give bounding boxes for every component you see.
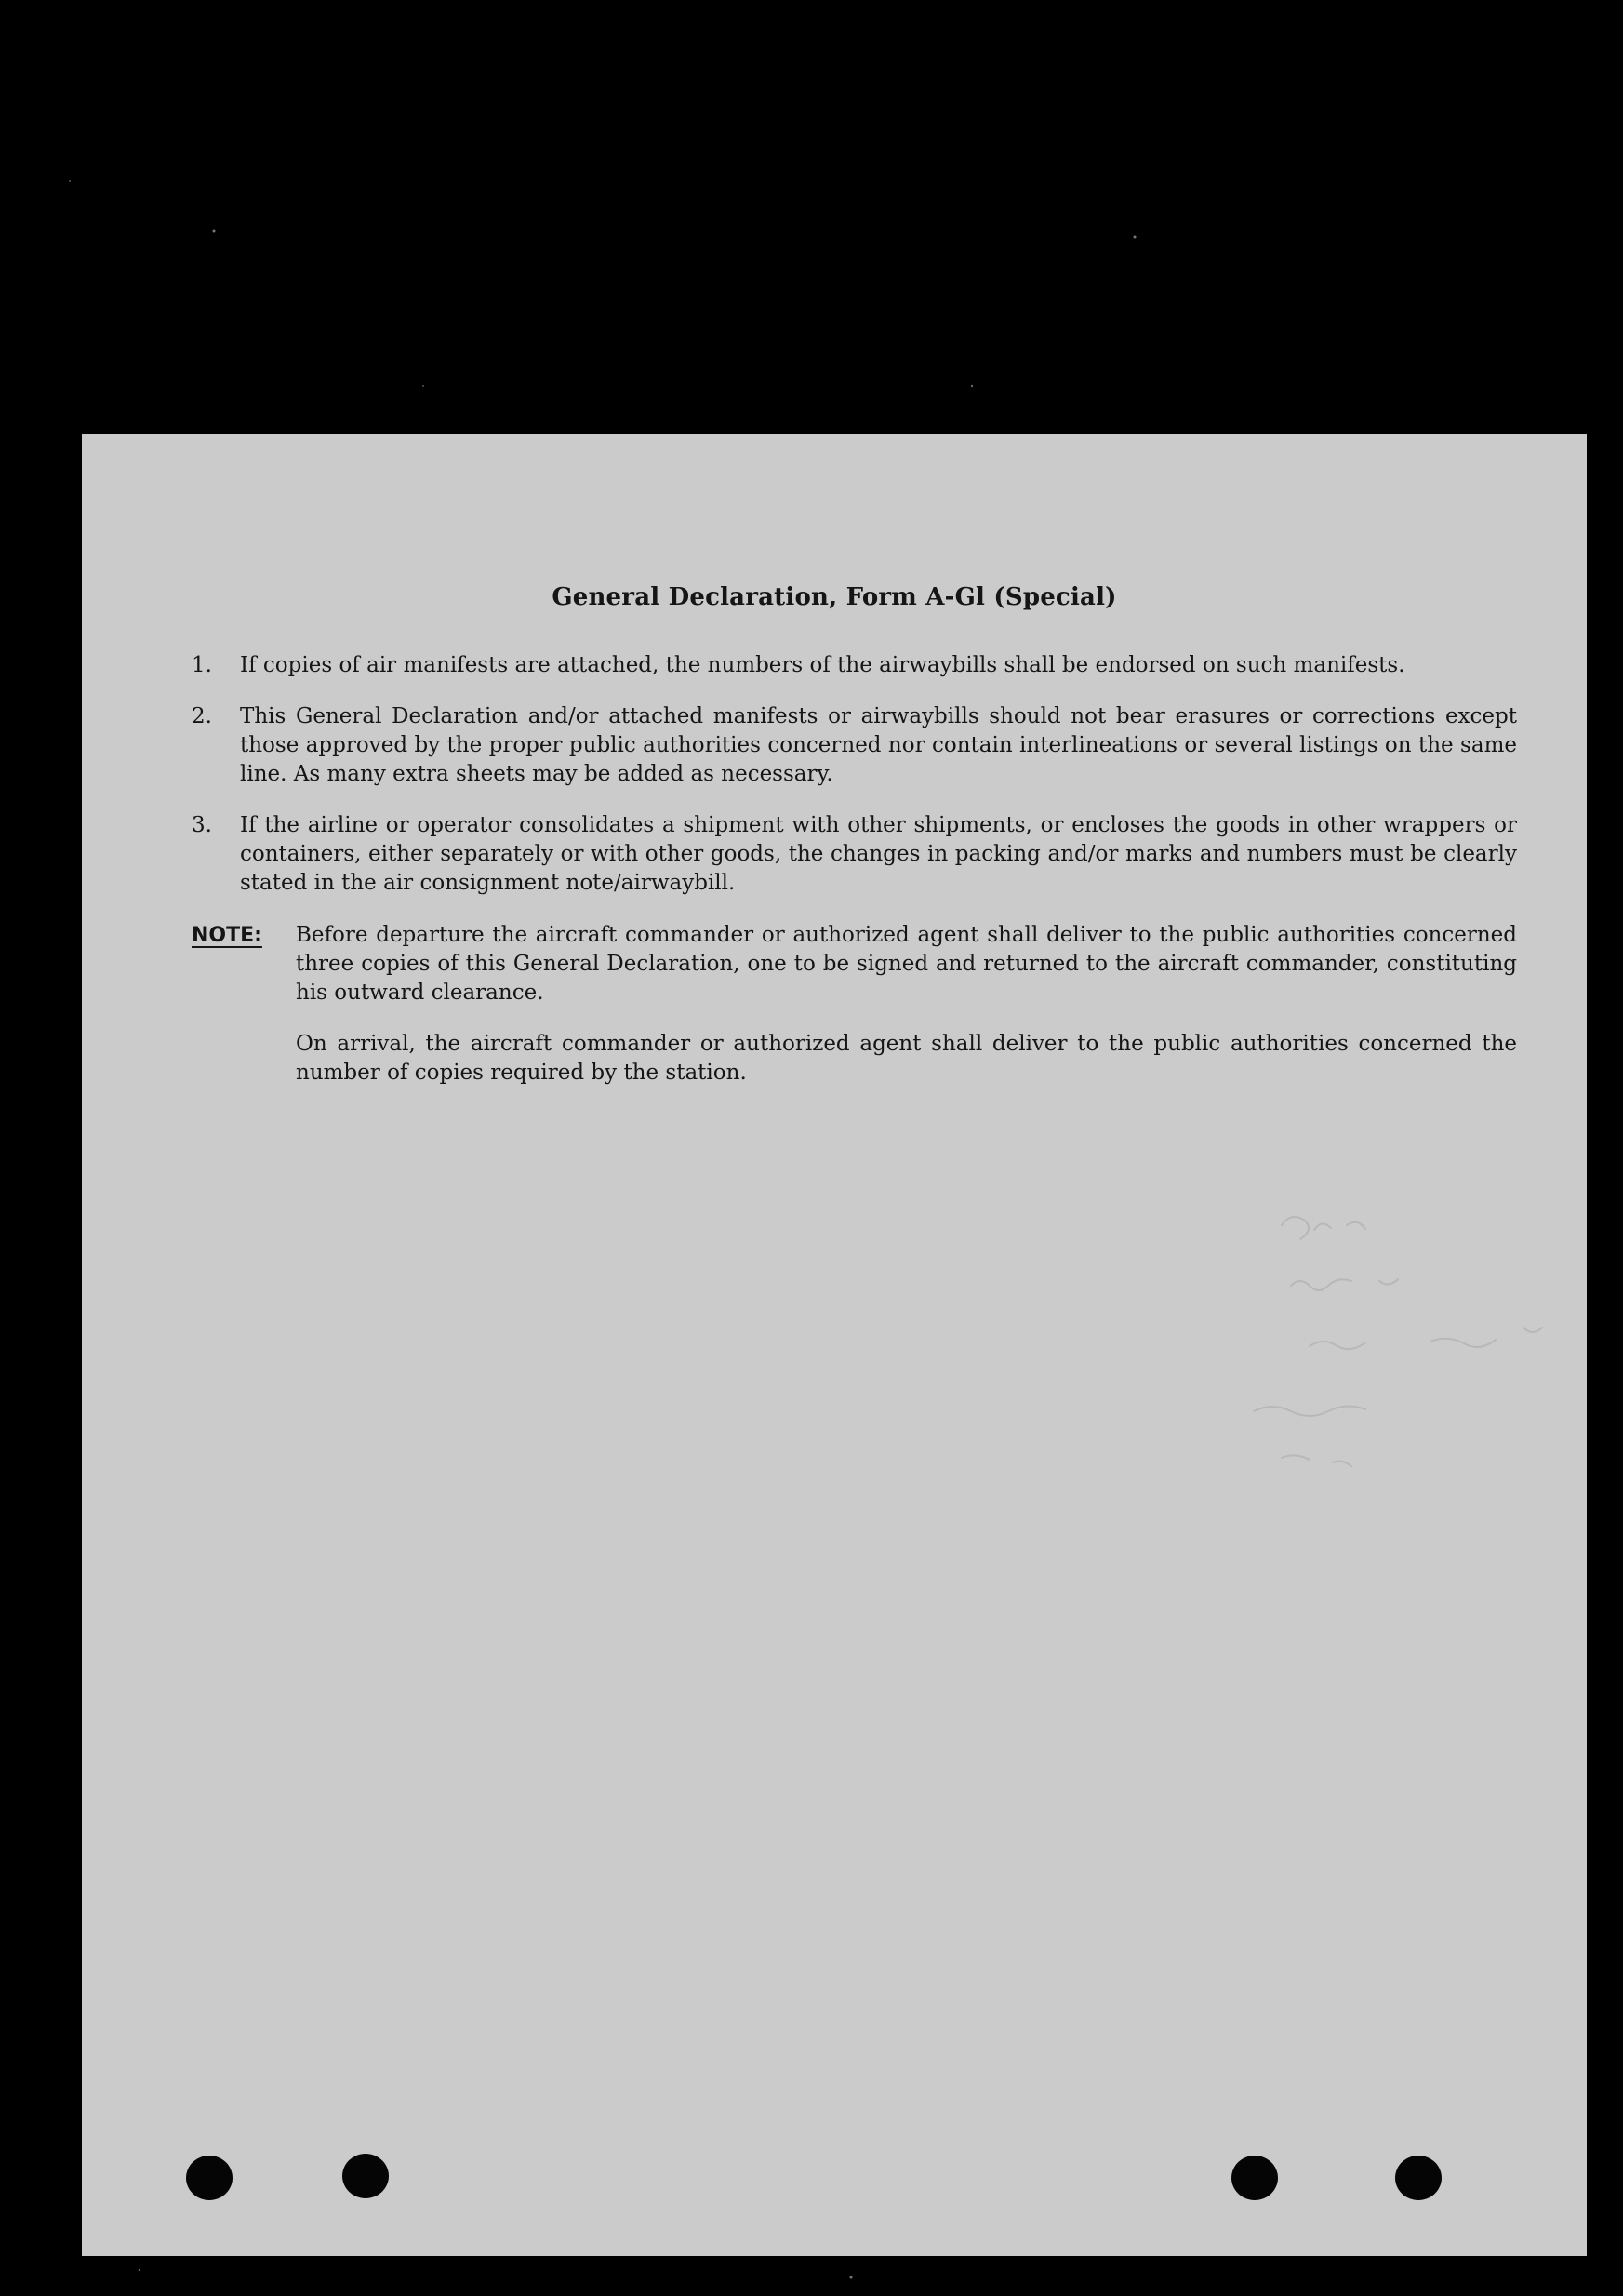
instruction-item (192, 811, 1517, 898)
document-page (82, 434, 1587, 2256)
punch-hole (342, 2154, 389, 2198)
note-label: NOTE: (192, 924, 262, 947)
note-paragraph: On arrival, the aircraft commander or authorized agent shall deliver to the public authorities concerned the number of copies required by the station. (296, 1032, 1517, 1085)
bleed-through-marks (1151, 1160, 1623, 1495)
punch-hole (186, 2156, 233, 2200)
item-number: 1. (192, 653, 212, 677)
note-paragraph: Before departure the aircraft commander or authorized agent shall deliver to the public authorities concerned three copies of this General Declaration, one to be signed and returned to the aircraft commander, constituting his outward clearance. (296, 923, 1517, 1005)
item-text: If the airline or operator consolidates a shipment with other shipments, or encloses the goods in other wrappers or containers, either separately or with other goods, the changes in packing and/or marks and numbers must be clearly stated in the air consignment note/airwaybill. (240, 813, 1517, 895)
instruction-list (192, 651, 1517, 920)
note-section (192, 921, 1517, 1110)
item-number: 3. (192, 813, 212, 837)
item-text: If copies of air manifests are attached, the numbers of the airwaybills shall be endorsed on such manifests. (240, 653, 1405, 677)
instruction-item (192, 702, 1517, 789)
punch-hole (1231, 2156, 1278, 2200)
punch-hole (1395, 2156, 1442, 2200)
item-text: This General Declaration and/or attached manifests or airwaybills should not bear erasures or corrections except those approved by the proper public authorities concerned nor contain interlineations or several listings on the same line. As many extra sheets may be added as necessary. (240, 704, 1517, 786)
document-title: General Declaration, Form A-Gl (Special) (552, 583, 1117, 611)
instruction-item (192, 651, 1517, 680)
item-number: 2. (192, 704, 212, 728)
